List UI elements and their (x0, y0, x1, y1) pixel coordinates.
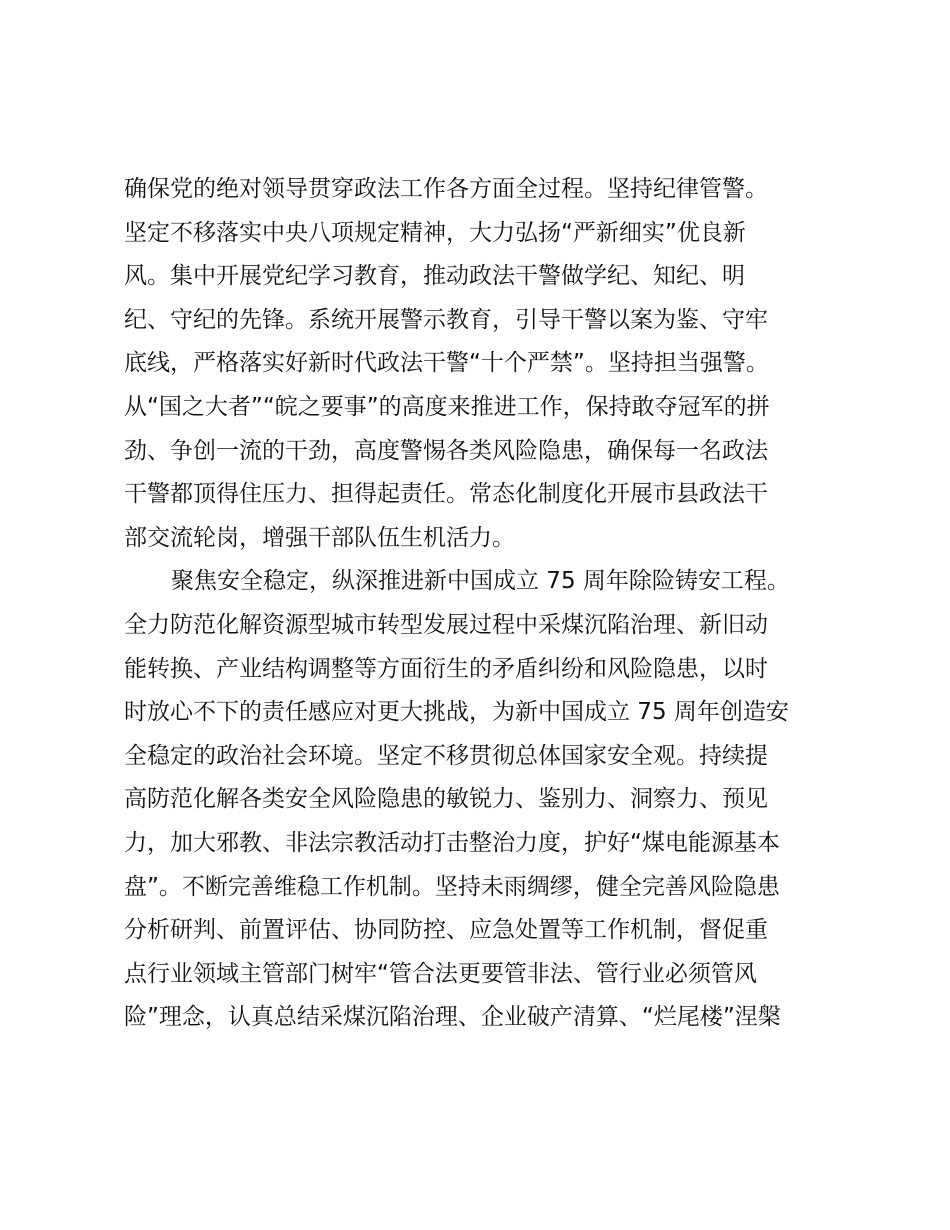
text-line: 坚定不移落实中央八项规定精神，大力弘扬“严新细实”优良新 (124, 219, 746, 246)
text-line: 从“国之大者”“皖之要事”的高度来推进工作，保持敢夺冠军的拼 (124, 393, 770, 420)
paragraph-leadership-discipline (124, 168, 844, 560)
text-line: 部交流轮岗，增强干部队伍生机活力。 (124, 524, 515, 551)
text-line: 劲、争创一流的干劲，高度警惕各类风险隐患，确保每一名政法 (124, 437, 768, 464)
text-line: 全稳定的政治社会环境。坚定不移贯彻总体国家安全观。持续提 (124, 742, 768, 769)
text-line: 点行业领域主管部门树牢“管合法更要管非法、管行业必须管风 (124, 960, 757, 987)
text-line: 全力防范化解资源型城市转型发展过程中采煤沉陷治理、新旧动 (124, 611, 768, 638)
text-line: 纪、守纪的先锋。系统开展警示教育，引导干警以案为鉴、守牢 (124, 306, 768, 333)
text-line: 能转换、产业结构调整等方面衍生的矛盾纠纷和风险隐患，以时 (124, 655, 768, 682)
text-line: 分析研判、前置评估、协同防控、应急处置等工作机制，督促重 (124, 917, 768, 944)
text-line: 底线，严格落实好新时代政法干警“十个严禁”。坚持担当强警。 (124, 350, 769, 377)
text-line: 聚焦安全稳定，纵深推进新中国成立 75 周年除险铸安工程。 (171, 568, 790, 595)
text-line: 时放心不下的责任感应对更大挑战，为新中国成立 75 周年创造安 (124, 699, 789, 726)
text-line: 高防范化解各类安全风险隐患的敏锐力、鉴别力、洞察力、预见 (124, 786, 768, 813)
text-line: 风。集中开展党纪学习教育，推动政法干警做学纪、知纪、明 (124, 263, 745, 290)
text-line: 力，加大邪教、非法宗教活动打击整治力度，护好“煤电能源基本 (124, 829, 780, 856)
paragraph-security-stability (124, 560, 844, 1040)
text-line: 盘”。不断完善维稳工作机制。坚持未雨绸缪，健全完善风险隐患 (124, 873, 780, 900)
text-line: 确保党的绝对领导贯穿政法工作各方面全过程。坚持纪律管警。 (124, 176, 768, 202)
text-line: 干警都顶得住压力、担得起责任。常态化制度化开展市县政法干 (124, 481, 768, 508)
text-line: 险”理念，认真总结采煤沉陷治理、企业破产清算、“烂尾楼”涅槃 (124, 1004, 781, 1031)
body-text (124, 168, 844, 1040)
